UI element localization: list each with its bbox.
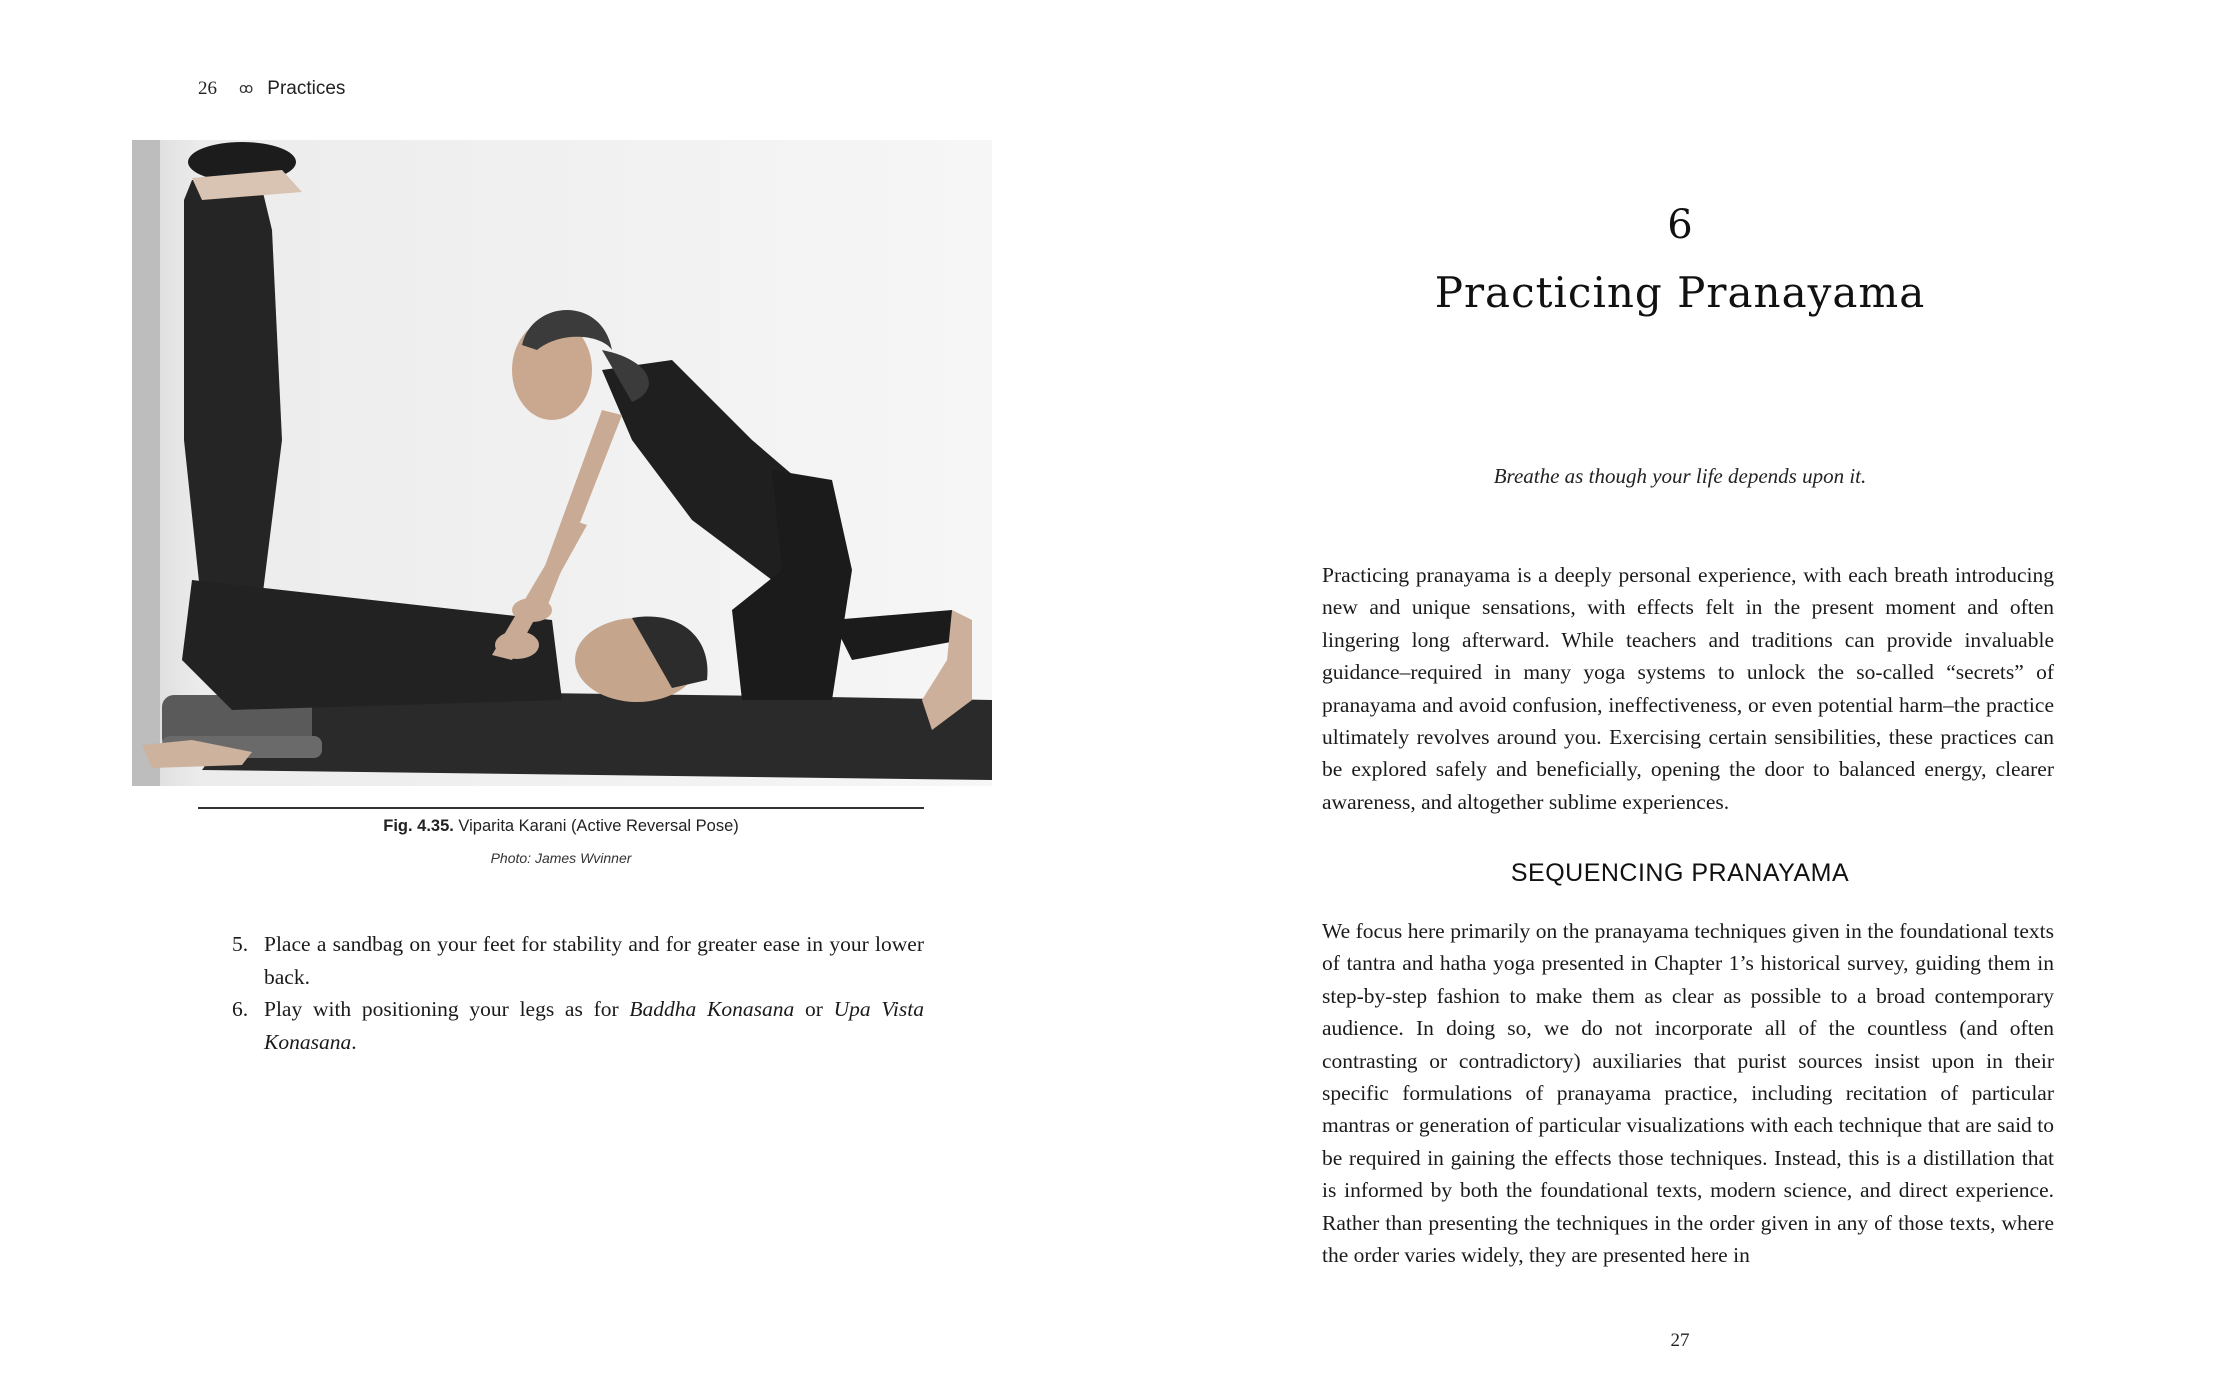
figure-caption bbox=[198, 817, 924, 836]
page-number-right: 27 bbox=[1670, 1330, 1690, 1351]
ornament-icon: ꝏ bbox=[239, 81, 254, 97]
caption-rule bbox=[198, 807, 924, 809]
epigraph: Breathe as though your life depends upon it. bbox=[1493, 464, 1867, 488]
yoga-photo-illustration bbox=[132, 140, 992, 786]
figure-caption-text: Viparita Karani (Active Reversal Pose) bbox=[453, 817, 739, 835]
right-page bbox=[1120, 0, 2240, 1400]
photo-credit: Photo: James Wvinner bbox=[490, 850, 632, 866]
body-paragraph: Practicing pranayama is a deeply personal experience, with each breath introducing new and unique sensations, with effects felt in the present moment and often lingering long afterward. While teachers and traditions can provide invaluable guidance–required in many yoga systems to unlock the so-called “secrets” of pranayama and avoid confusion, ineffectiveness, or even potential harm–the practice ultimately revolves around you. Exercising certain sensibilities, these practices can be explored safely and beneficially, opening the door to balanced energy, clearer awareness, and altogether sublime experiences. bbox=[1322, 563, 2054, 814]
list-item bbox=[228, 993, 924, 1058]
figure-label: Fig. 4.35. bbox=[383, 817, 454, 835]
list-item-number: 6. bbox=[232, 997, 249, 1021]
list-item-number: 5. bbox=[232, 932, 249, 956]
running-head bbox=[198, 78, 345, 100]
chapter-number: 6 bbox=[1667, 202, 1693, 248]
list-item-text: Place a sandbag on your feet for stability and for greater ease in your lower back. bbox=[264, 932, 924, 989]
figure-photo bbox=[132, 140, 992, 786]
list-item bbox=[228, 928, 924, 993]
list-item-text: . bbox=[351, 1029, 357, 1054]
list-item-text: or bbox=[794, 997, 834, 1021]
chapter-title: Practicing Pranayama bbox=[1434, 268, 1926, 317]
pose-name: Baddha Konasana bbox=[629, 997, 795, 1021]
pose-name: Upa Vista Konasana bbox=[264, 997, 924, 1054]
list-item-text: Play with positioning your legs as for bbox=[264, 997, 630, 1021]
body-paragraph: We focus here primarily on the pranayama techniques given in the foundational texts of tantra and hatha yoga presented in Chapter 1’s historical survey, guiding them in step-by-step fashion to make them as clear as possible to a broad contemporary audience. In doing so, we do not incorporate all of the countless (and often contrasting or contradictory) auxiliaries that purist sources insist upon in their specific formulations of pranayama practice, including recitation of particular mantras or generation of particular visualizations with each technique that are said to be required in gaining the effects those techniques. Instead, this is a distillation that is informed by both the foundational texts, modern science, and direct experience. Rather than presenting the techniques in the order given in any of those texts, where the order varies widely, they are presented here in bbox=[1322, 919, 2054, 1268]
running-head-title: Practices bbox=[267, 78, 346, 99]
page-number-left: 26 bbox=[198, 78, 217, 99]
instruction-list bbox=[228, 928, 924, 1058]
section-heading: SEQUENCING PRANAYAMA bbox=[1510, 859, 1850, 887]
